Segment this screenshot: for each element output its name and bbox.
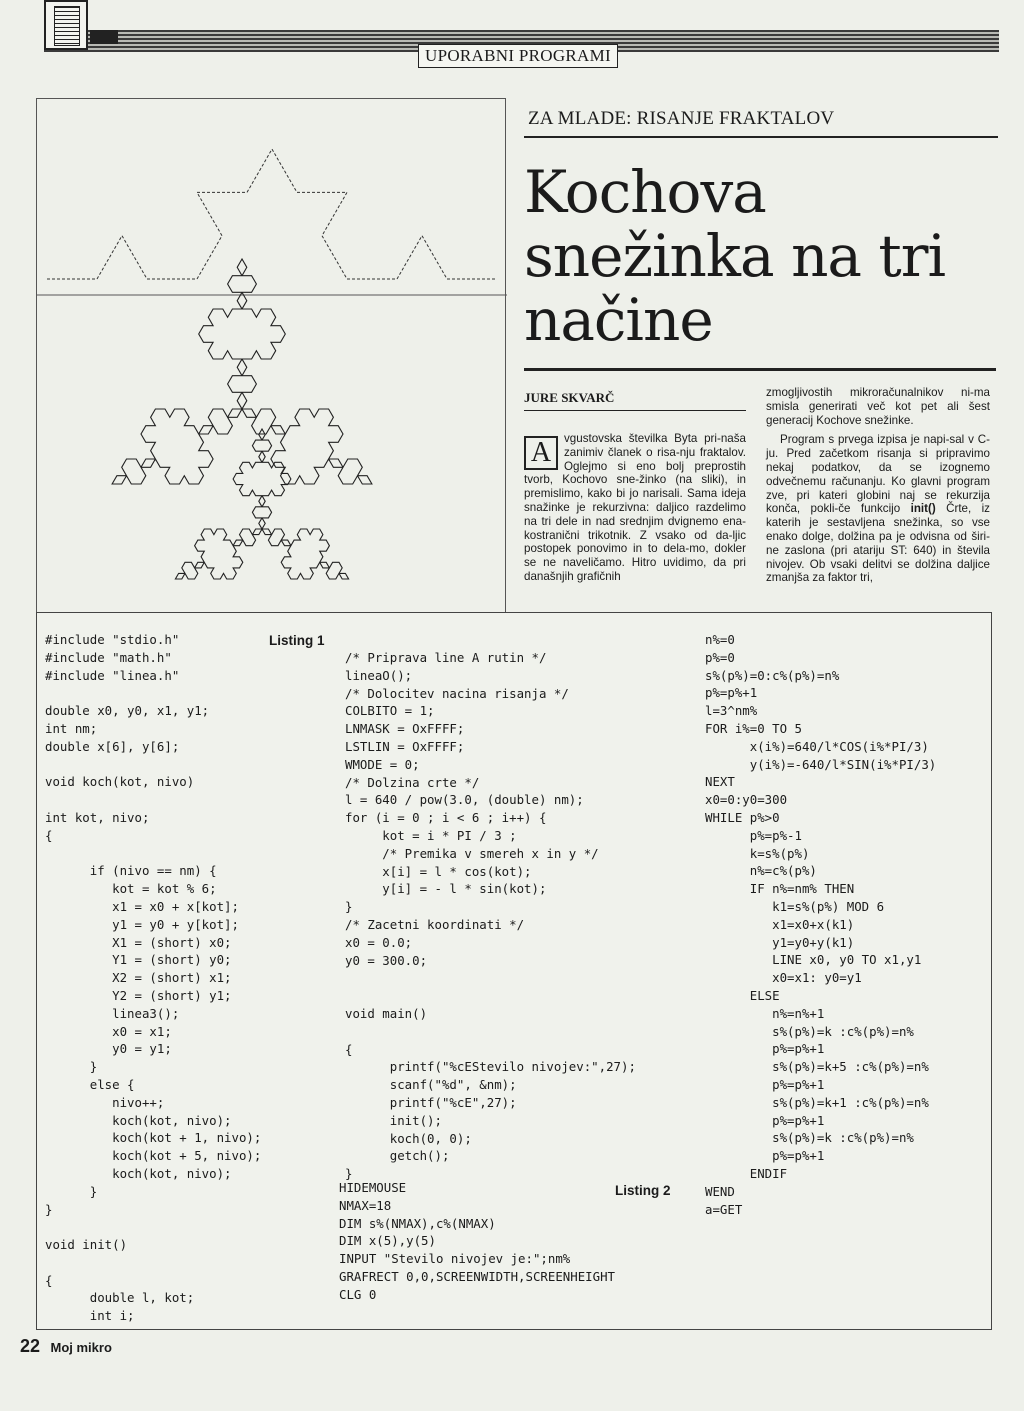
title-line-3: načine — [524, 286, 713, 354]
article-title — [524, 160, 1004, 352]
magazine-name: Moj mikro — [50, 1340, 112, 1355]
koch-snowflake-level-3 — [112, 259, 372, 484]
title-line-2: snežinka na tri — [524, 222, 946, 290]
title-rule — [524, 368, 996, 371]
fractal-illustration — [36, 98, 506, 620]
column-2-paragraph-1: zmogljivostih mikroračunalnikov ni-ma smisla generirati več kot pet ali šest generacij Kochove snežinke. — [766, 386, 990, 427]
author-rule — [524, 410, 746, 411]
listing-2-code-left: HIDEMOUSE NMAX=18 DIM s%(NMAX),c%(NMAX) DIM x(5),y(5) INPUT "Stevilo nivojev je:";nm% GRAFRECT 0,0,SCREENWIDTH,SCREENHEIGHT CLG 0 — [339, 1180, 616, 1302]
kicker: ZA MLADE: RISANJE FRAKTALOV — [528, 108, 835, 129]
code-listings — [36, 612, 992, 1330]
column-2-text-a: Program s prvega izpisa je napi-sal v C-ju. Pred začetkom risanja si pripravimo nekaj podatkov, da se izognemo odvečnemu računanju. Ko glavni program zve, pri kateri globini naj se rekurzija konča, pokli-če funkcijo — [766, 433, 990, 516]
listing-1-label: Listing 1 — [269, 633, 325, 648]
koch-snowflake-level-3-bottom — [175, 429, 348, 579]
drop-cap: A — [524, 436, 558, 470]
author: JURE SKVARČ — [524, 390, 615, 405]
listing-2-code-right: n%=0 p%=0 s%(p%)=0:c%(p%)=n% p%=p%+1 l=3^nm% FOR i%=0 TO 5 x(i%)=640/l*COS(i%*PI/3) y(i%)=-640/l*SIN(i%*PI/3) NEXT x0=0:y0=300 WHILE p%>0 p%=p%-1 k=s%(p%) n%=c%(p%) IF n%=nm% THEN k1=s%(p%) MOD 6 x1=x0+x(k1) y1=y0+y(k1) LINE x0, y0 TO x1,y1 x0=x1: y0=y1 ELSE n%=n%+1 s%(p%)=k :c%(p%)=n% p%=p%+1 s%(p%)=k+5 :c%(p%)=n% p%=p%+1 s%(p%)=k+1 :c%(p%)=n% p%=p%+1 s%(p%)=k :c%(p%)=n% p%=p%+1 ENDIF WEND a=GET — [705, 632, 937, 1217]
page-number: 22 — [20, 1336, 41, 1356]
page-footer — [20, 1336, 112, 1357]
computer-icon — [44, 0, 88, 50]
column-2-paragraph-2 — [766, 433, 990, 585]
koch-curve-level-2 — [47, 149, 497, 279]
listing-1-code-left: #include "stdio.h" #include "math.h" #include "linea.h" double x0, y0, x1, y1; int nm; double x[6], y[6]; void koch(kot, nivo) int kot, nivo; { if (nivo == nm) { kot = kot % 6; x1 = x0 + x[kot]; y1 = y0 + y[kot]; X1 = (short) x0; Y1 = (short) y0; X2 = (short) x1; Y2 = (short) y1; linea3(); x0 = x1; y0 = y1; } else { nivo++; koch(kot, nivo); koch(kot + 1, nivo); koch(kot + 5, nivo); koch(kot, nivo); } } void init() { double l, kot; int i; — [45, 632, 262, 1324]
column-2-code-ref: init() — [910, 502, 936, 516]
section-tab-mark — [90, 30, 118, 44]
kicker-rule — [524, 136, 998, 138]
section-label: UPORABNI PROGRAMI — [418, 44, 618, 68]
article-column-2 — [766, 386, 990, 585]
listing-2-label: Listing 2 — [615, 1183, 671, 1198]
fractal-drawing — [37, 99, 507, 621]
column-1-text: vgustovska številka Byta pri-naša zanimiv članek o risa-nju fraktalov. Oglejmo si eno bolj preprostih tvorb, Kochovo sne-žinko (na sliki), in premislimo, kako bi jo narisali. Sama ideja snažinke je rekurzivna: daljico razdelimo na tri dele in nad srednjim dvignemo ena-kostranični trikotnik. Z vsako od da-ljic postopek ponovimo in to dela-mo, dokler se ne naveličamo. Hitro uvidimo, da pri današnjih grafičnih — [524, 432, 746, 583]
column-2-text-b: Črte, iz katerih je sestavljena snežinka, so vse enako dolge, dolžina pa je odvisna od širi-ne zaslona (pri atariju ST: 640) in števila nivojev. Ob vsaki delitvi se dolžina daljice zmanjša za faktor tri, — [766, 502, 990, 585]
title-line-1: Kochova — [524, 158, 766, 226]
listing-1-code-middle: /* Priprava line A rutin */ lineaO(); /* Dolocitev nacina risanja */ COLBITO = 1; LNMASK = OxFFFF; LSTLIN = OxFFFF; WMODE = 0; /* Dolzina crte */ l = 640 / pow(3.0, (double) nm); for (i = 0 ; i < 6 ; i++) { kot = i * PI / 3 ; /* Premika v smereh x in y */ x[i] = l * cos(kot); y[i] = - l * sin(kot); } /* Zacetni koordinati */ x0 = 0.0; y0 = 300.0; void main() { printf("%cEStevilo nivojev:",27); scanf("%d", &nm); printf("%cE",27); init(); koch(0, 0); getch(); } — [345, 650, 636, 1182]
article-column-1 — [524, 432, 746, 584]
